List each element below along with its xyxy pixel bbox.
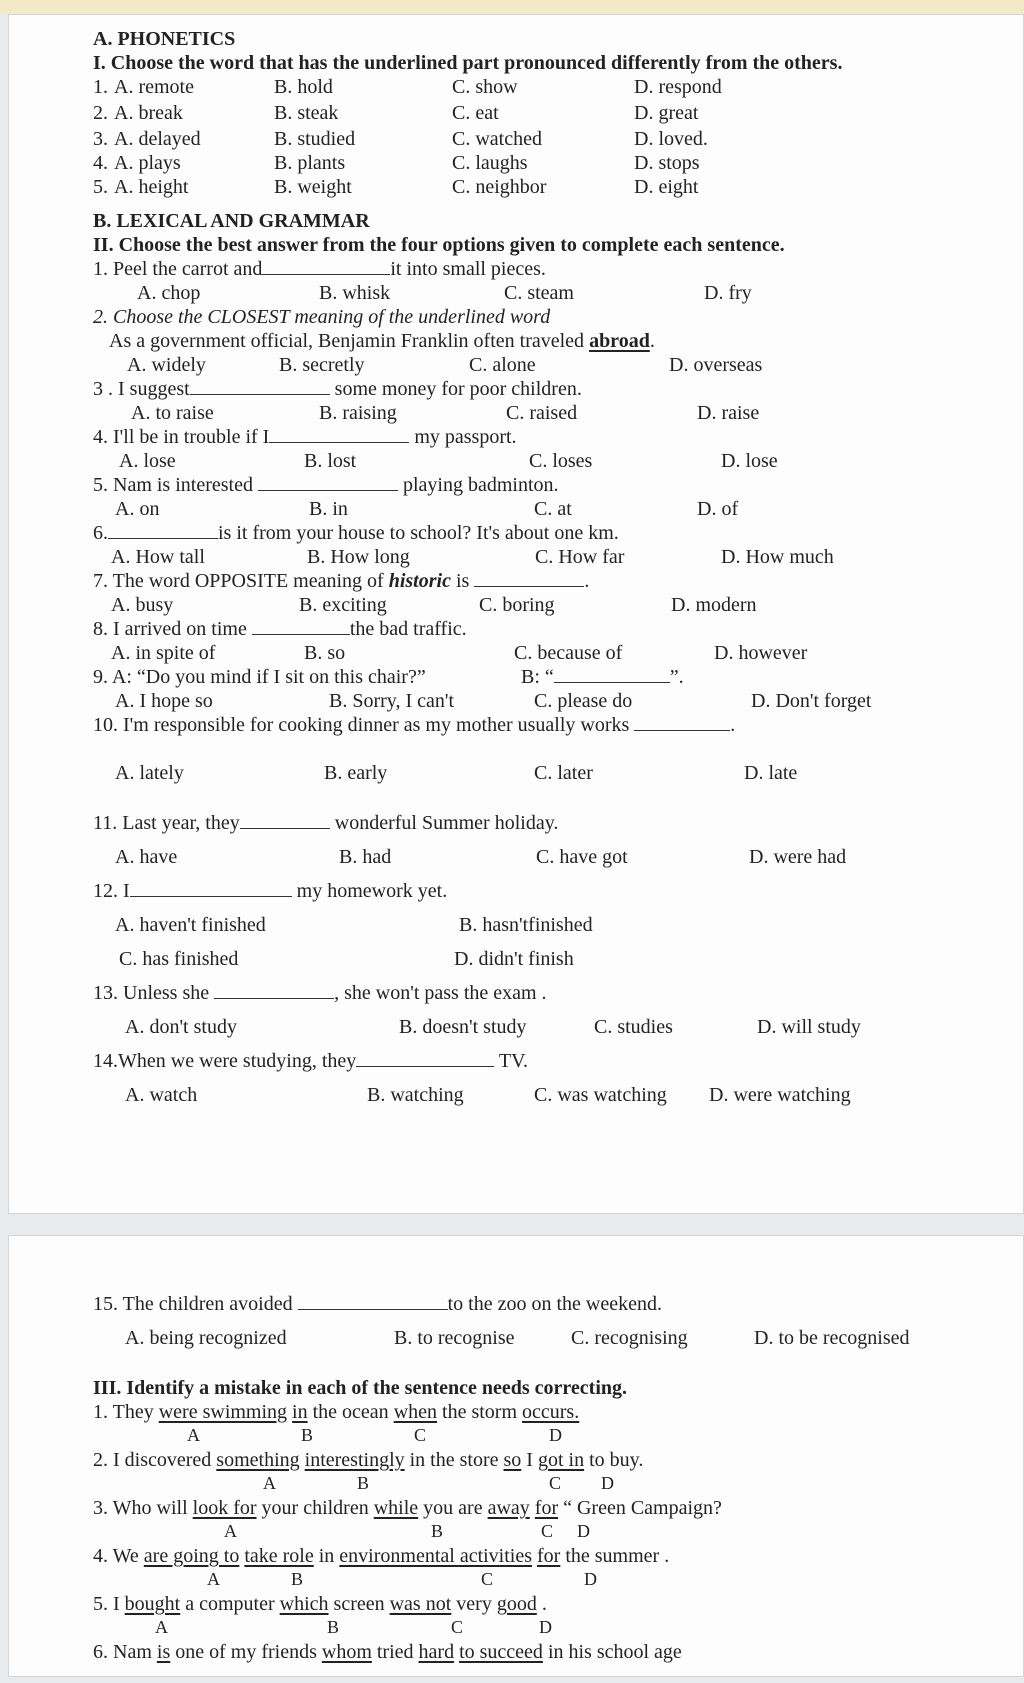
option-letter-b: B (431, 1521, 444, 1541)
underlined-b[interactable]: whom (321, 1641, 372, 1663)
option-c[interactable]: C. loses (529, 450, 593, 472)
section-a-instruction: I. Choose the word that has the underlined part pronounced differently from the others. (93, 52, 843, 74)
answer-blank[interactable] (258, 474, 398, 491)
option-d[interactable]: D. were had (749, 846, 847, 868)
option-c[interactable]: C. How far (535, 546, 625, 568)
option-a[interactable]: A. How tall (111, 546, 205, 568)
option-b[interactable]: B. hasn'tfinished (459, 914, 593, 936)
option-b[interactable]: B. whisk (319, 282, 391, 304)
option-letter-d: D (539, 1617, 552, 1637)
option-a[interactable]: A. plays (114, 152, 181, 174)
option-a[interactable]: A. in spite of (111, 642, 216, 664)
option-b[interactable]: B. exciting (299, 594, 387, 616)
option-letter-a: A (155, 1617, 168, 1637)
underlined-d[interactable]: good (496, 1593, 537, 1615)
option-letter-c: C (451, 1617, 464, 1637)
option-a[interactable]: A. have (115, 846, 178, 868)
answer-blank[interactable] (269, 426, 409, 443)
option-b[interactable]: B. watching (367, 1084, 464, 1106)
option-c[interactable]: C. studies (594, 1016, 673, 1038)
answer-blank[interactable] (108, 522, 218, 539)
underlined-a[interactable]: is (156, 1641, 171, 1663)
option-letter-c: C (549, 1473, 562, 1493)
underlined-d[interactable]: occurs. (522, 1401, 580, 1423)
option-a[interactable]: A. lately (115, 762, 184, 784)
option-c[interactable]: C. steam (504, 282, 574, 304)
option-c[interactable]: C. eat (452, 102, 499, 124)
option-b[interactable]: B. so (304, 642, 346, 664)
answer-blank[interactable] (474, 570, 584, 587)
option-b[interactable]: B. steak (274, 102, 339, 124)
question-12: 12. I my homework yet. (93, 880, 448, 902)
option-c[interactable]: C. have got (536, 846, 628, 868)
option-b[interactable]: B. in (309, 498, 348, 520)
underlined-a[interactable]: are going to (143, 1545, 240, 1567)
underlined-d[interactable]: got in (537, 1449, 585, 1471)
answer-blank[interactable] (252, 618, 350, 635)
option-a[interactable]: A. being recognized (125, 1327, 287, 1349)
option-letter-c: C (481, 1569, 494, 1589)
option-d[interactable]: D. modern (671, 594, 757, 616)
option-d[interactable]: D. eight (634, 176, 699, 198)
option-d[interactable]: D. overseas (669, 354, 763, 376)
answer-blank[interactable] (130, 880, 292, 897)
underlined-c[interactable]: hard (418, 1641, 455, 1663)
underlined-a[interactable]: were swimming (158, 1401, 288, 1423)
option-a[interactable]: A. remote (114, 76, 194, 98)
question-6: 6. is it from your house to school? It's about one km. (93, 522, 619, 544)
option-c[interactable]: C. because of (514, 642, 623, 664)
underlined-c[interactable]: so (503, 1449, 522, 1471)
error-sentence-4: 4. We are going to take role in environmental activities for the summer . (93, 1545, 670, 1567)
option-b[interactable]: B. studied (274, 128, 356, 150)
question-2-sentence: As a government official, Benjamin Franklin often traveled abroad. (109, 330, 655, 352)
option-d[interactable]: D. late (744, 762, 798, 784)
option-a[interactable]: A. don't study (125, 1016, 237, 1038)
option-letter-c: C (541, 1521, 554, 1541)
option-a[interactable]: A. haven't finished (115, 914, 266, 936)
option-letter-c: C (414, 1425, 427, 1445)
question-11: 11. Last year, they wonderful Summer holiday. (93, 812, 559, 834)
question-10: 10. I'm responsible for cooking dinner as my mother usually works . (93, 714, 736, 736)
option-b[interactable]: B. to recognise (394, 1327, 515, 1349)
option-d[interactable]: D. of (697, 498, 739, 520)
section-iii-instruction: III. Identify a mistake in each of the sentence needs correcting. (93, 1377, 628, 1399)
option-c[interactable]: C. later (534, 762, 593, 784)
underlined-a[interactable]: something (216, 1449, 300, 1471)
question-9-reply: B: “ ”. (521, 666, 684, 688)
underlined-d[interactable]: for (537, 1545, 561, 1567)
option-letter-d: D (601, 1473, 614, 1493)
option-d[interactable]: D. great (634, 102, 699, 124)
top-bar (0, 0, 1024, 14)
section-a-title: A. PHONETICS (93, 28, 236, 50)
option-a[interactable]: A. chop (137, 282, 201, 304)
option-d[interactable]: D. to be recognised (754, 1327, 910, 1349)
section-b-instruction: II. Choose the best answer from the four options given to complete each sentence. (93, 234, 785, 256)
option-c[interactable]: C. was watching (534, 1084, 667, 1106)
option-b[interactable]: B. secretly (279, 354, 365, 376)
option-c[interactable]: C. laughs (452, 152, 528, 174)
question-7: 7. The word OPPOSITE meaning of historic is . (93, 570, 590, 592)
option-a[interactable]: A. delayed (114, 128, 201, 150)
question-9: 9. A: “Do you mind if I sit on this chair?” (93, 666, 426, 688)
option-b[interactable]: B. How long (307, 546, 410, 568)
option-a[interactable]: A. break (114, 102, 183, 124)
error-sentence-2: 2. I discovered something interestingly in the store so I got in to buy. (93, 1449, 644, 1471)
option-letter-d: D (549, 1425, 562, 1445)
option-d[interactable]: D. stops (634, 152, 700, 174)
underlined-c[interactable]: environmental activities (339, 1545, 533, 1567)
error-sentence-6: 6. Nam is one of my friends whom tried hard to succeed in his school age (93, 1641, 682, 1663)
error-sentence-3: 3. Who will look for your children while you are away for “ Green Campaign? (93, 1497, 722, 1519)
option-letter-d: D (577, 1521, 590, 1541)
option-d[interactable]: D. were watching (709, 1084, 851, 1106)
option-d[interactable]: D. Don't forget (751, 690, 872, 712)
answer-blank[interactable] (634, 714, 730, 731)
worksheet-page-1: A. PHONETICS I. Choose the word that has the underlined part pronounced differently from the others. 1. A. remote B. hold C. show D. respond 2. A. break B. steak C. eat D. great 3. A. delayed B. studied C. watched D. loved. 4. A. plays B. plants C. laughs D. stops 5. A. height B. weight C. neighbor D. eight B. LEXICAL AND GRAMMAR II. Choose the best answer from the four options given to complete each sentence. 1. Peel the carrot and it into small pieces. A. chop B. whisk C. steam D. fry 2. Choose the CLOSEST meaning of the underlined word As a government official, Benjamin Franklin often traveled abroad. A. widely B. secretly C. alone D. overseas 3 . I suggest some money for poor children. A. to raise B. raising C. raised D. raise 4. I'll be in trouble if I my passport. A. lose B. lost C. loses D. lose 5. Nam is interested playing badminton. A. on B. in C. at D. of 6. is it from your house to school? It's about one km. A. How tall B. How long C. How far D. How much 7. The word OPPOSITE meaning of historic is . A. busy B. exciting C. boring D. modern 8. I arrived on time the bad traffic. A. in spite of B. so C. because of D. however 9. A: “Do you mind if I sit on this chair?” B: “ ”. A. I hope so B. Sorry, I can't C. please do D. Don't forget 10. I'm responsible for cooking dinner as my mother usually works . A. lately B. early C. later D. late 11. Last year, they wonderful Summer holiday. A. have B. had C. have got D. were had 12. I my homework yet. A. haven't finished B. hasn'tfinished C. has finished D. didn't finish 13. Unless she , she won't pass the exam . A. don't study B. doesn't study C. studies D. will study 14.When we were studying, they TV. A. watch B. watching C. was watching D. were watching (8, 14, 1024, 1214)
option-letter-a: A (187, 1425, 200, 1445)
underlined-word: abroad (589, 330, 650, 352)
option-d[interactable]: D. raise (697, 402, 760, 424)
underlined-a[interactable]: look for (192, 1497, 257, 1519)
option-d[interactable]: D. fry (704, 282, 752, 304)
question-13: 13. Unless she , she won't pass the exam . (93, 982, 547, 1004)
option-d[interactable]: D. however (714, 642, 808, 664)
error-sentence-1: 1. They were swimming in the ocean when the storm occurs. (93, 1401, 580, 1423)
error-sentence-5: 5. I bought a computer which screen was not very good . (93, 1593, 547, 1615)
answer-blank[interactable] (298, 1293, 448, 1310)
section-b-title: B. LEXICAL AND GRAMMAR (93, 210, 370, 232)
option-d[interactable]: D. loved. (634, 128, 708, 150)
option-a[interactable]: A. lose (119, 450, 176, 472)
option-letter-b: B (327, 1617, 340, 1637)
option-b[interactable]: B. Sorry, I can't (329, 690, 455, 712)
underlined-b[interactable]: take role (244, 1545, 314, 1567)
answer-blank[interactable] (240, 812, 330, 829)
question-3: 3 . I suggest some money for poor children. (93, 378, 582, 400)
underlined-c[interactable]: away (487, 1497, 530, 1519)
option-c[interactable]: C. please do (534, 690, 633, 712)
answer-blank[interactable] (214, 982, 334, 999)
option-c[interactable]: C. watched (452, 128, 542, 150)
question-14: 14.When we were studying, they TV. (93, 1050, 528, 1072)
underlined-b[interactable]: in (292, 1401, 308, 1423)
option-c[interactable]: C. alone (469, 354, 536, 376)
option-a[interactable]: A. to raise (131, 402, 214, 424)
underlined-a[interactable]: bought (124, 1593, 181, 1615)
answer-blank[interactable] (554, 666, 670, 683)
option-d[interactable]: D. will study (757, 1016, 861, 1038)
question-1: 1. Peel the carrot and it into small pieces. (93, 258, 546, 280)
underlined-c[interactable]: when (393, 1401, 438, 1423)
option-letter-a: A (263, 1473, 276, 1493)
option-b[interactable]: B. had (339, 846, 392, 868)
option-letter-a: A (224, 1521, 237, 1541)
option-b[interactable]: B. doesn't study (399, 1016, 527, 1038)
option-c[interactable]: C. has finished (119, 948, 239, 970)
option-b[interactable]: B. lost (304, 450, 357, 472)
option-letter-b: B (301, 1425, 314, 1445)
option-c[interactable]: C. neighbor (452, 176, 547, 198)
question-2-label: 2. Choose the CLOSEST meaning of the underlined word (93, 306, 551, 328)
option-letter-b: B (357, 1473, 370, 1493)
worksheet-page-2 (8, 1235, 1024, 1677)
answer-blank[interactable] (190, 378, 330, 395)
underlined-d[interactable]: to succeed (459, 1641, 543, 1663)
answer-blank[interactable] (356, 1050, 494, 1067)
option-c[interactable]: C. recognising (571, 1327, 688, 1349)
option-d[interactable]: D. respond (634, 76, 722, 98)
underlined-c[interactable]: was not (389, 1593, 452, 1615)
question-4: 4. I'll be in trouble if I my passport. (93, 426, 517, 448)
option-b[interactable]: B. hold (274, 76, 333, 98)
option-a[interactable]: A. on (115, 498, 160, 520)
question-15: 15. The children avoided to the zoo on the weekend. (93, 1293, 662, 1315)
option-c[interactable]: C. at (534, 498, 572, 520)
option-letter-a: A (207, 1569, 220, 1589)
option-c[interactable]: C. show (452, 76, 518, 98)
question-8: 8. I arrived on time the bad traffic. (93, 618, 467, 640)
option-d[interactable]: D. lose (721, 450, 778, 472)
option-b[interactable]: B. early (324, 762, 388, 784)
question-5: 5. Nam is interested playing badminton. (93, 474, 559, 496)
underlined-b[interactable]: while (373, 1497, 419, 1519)
underlined-d[interactable]: for (534, 1497, 559, 1519)
option-c[interactable]: C. boring (479, 594, 555, 616)
option-a[interactable]: A. busy (111, 594, 174, 616)
option-b[interactable]: B. weight (274, 176, 352, 198)
option-b[interactable]: B. plants (274, 152, 346, 174)
answer-blank[interactable] (262, 258, 390, 275)
option-d[interactable]: D. didn't finish (454, 948, 574, 970)
option-letter-d: D (584, 1569, 597, 1589)
option-a[interactable]: A. I hope so (115, 690, 213, 712)
option-b[interactable]: B. raising (319, 402, 397, 424)
option-letter-b: B (291, 1569, 304, 1589)
option-c[interactable]: C. raised (506, 402, 578, 424)
option-a[interactable]: A. watch (125, 1084, 198, 1106)
underlined-b[interactable]: interestingly (304, 1449, 405, 1471)
option-a[interactable]: A. height (114, 176, 189, 198)
underlined-b[interactable]: which (279, 1593, 329, 1615)
option-a[interactable]: A. widely (127, 354, 206, 376)
option-d[interactable]: D. How much (721, 546, 834, 568)
